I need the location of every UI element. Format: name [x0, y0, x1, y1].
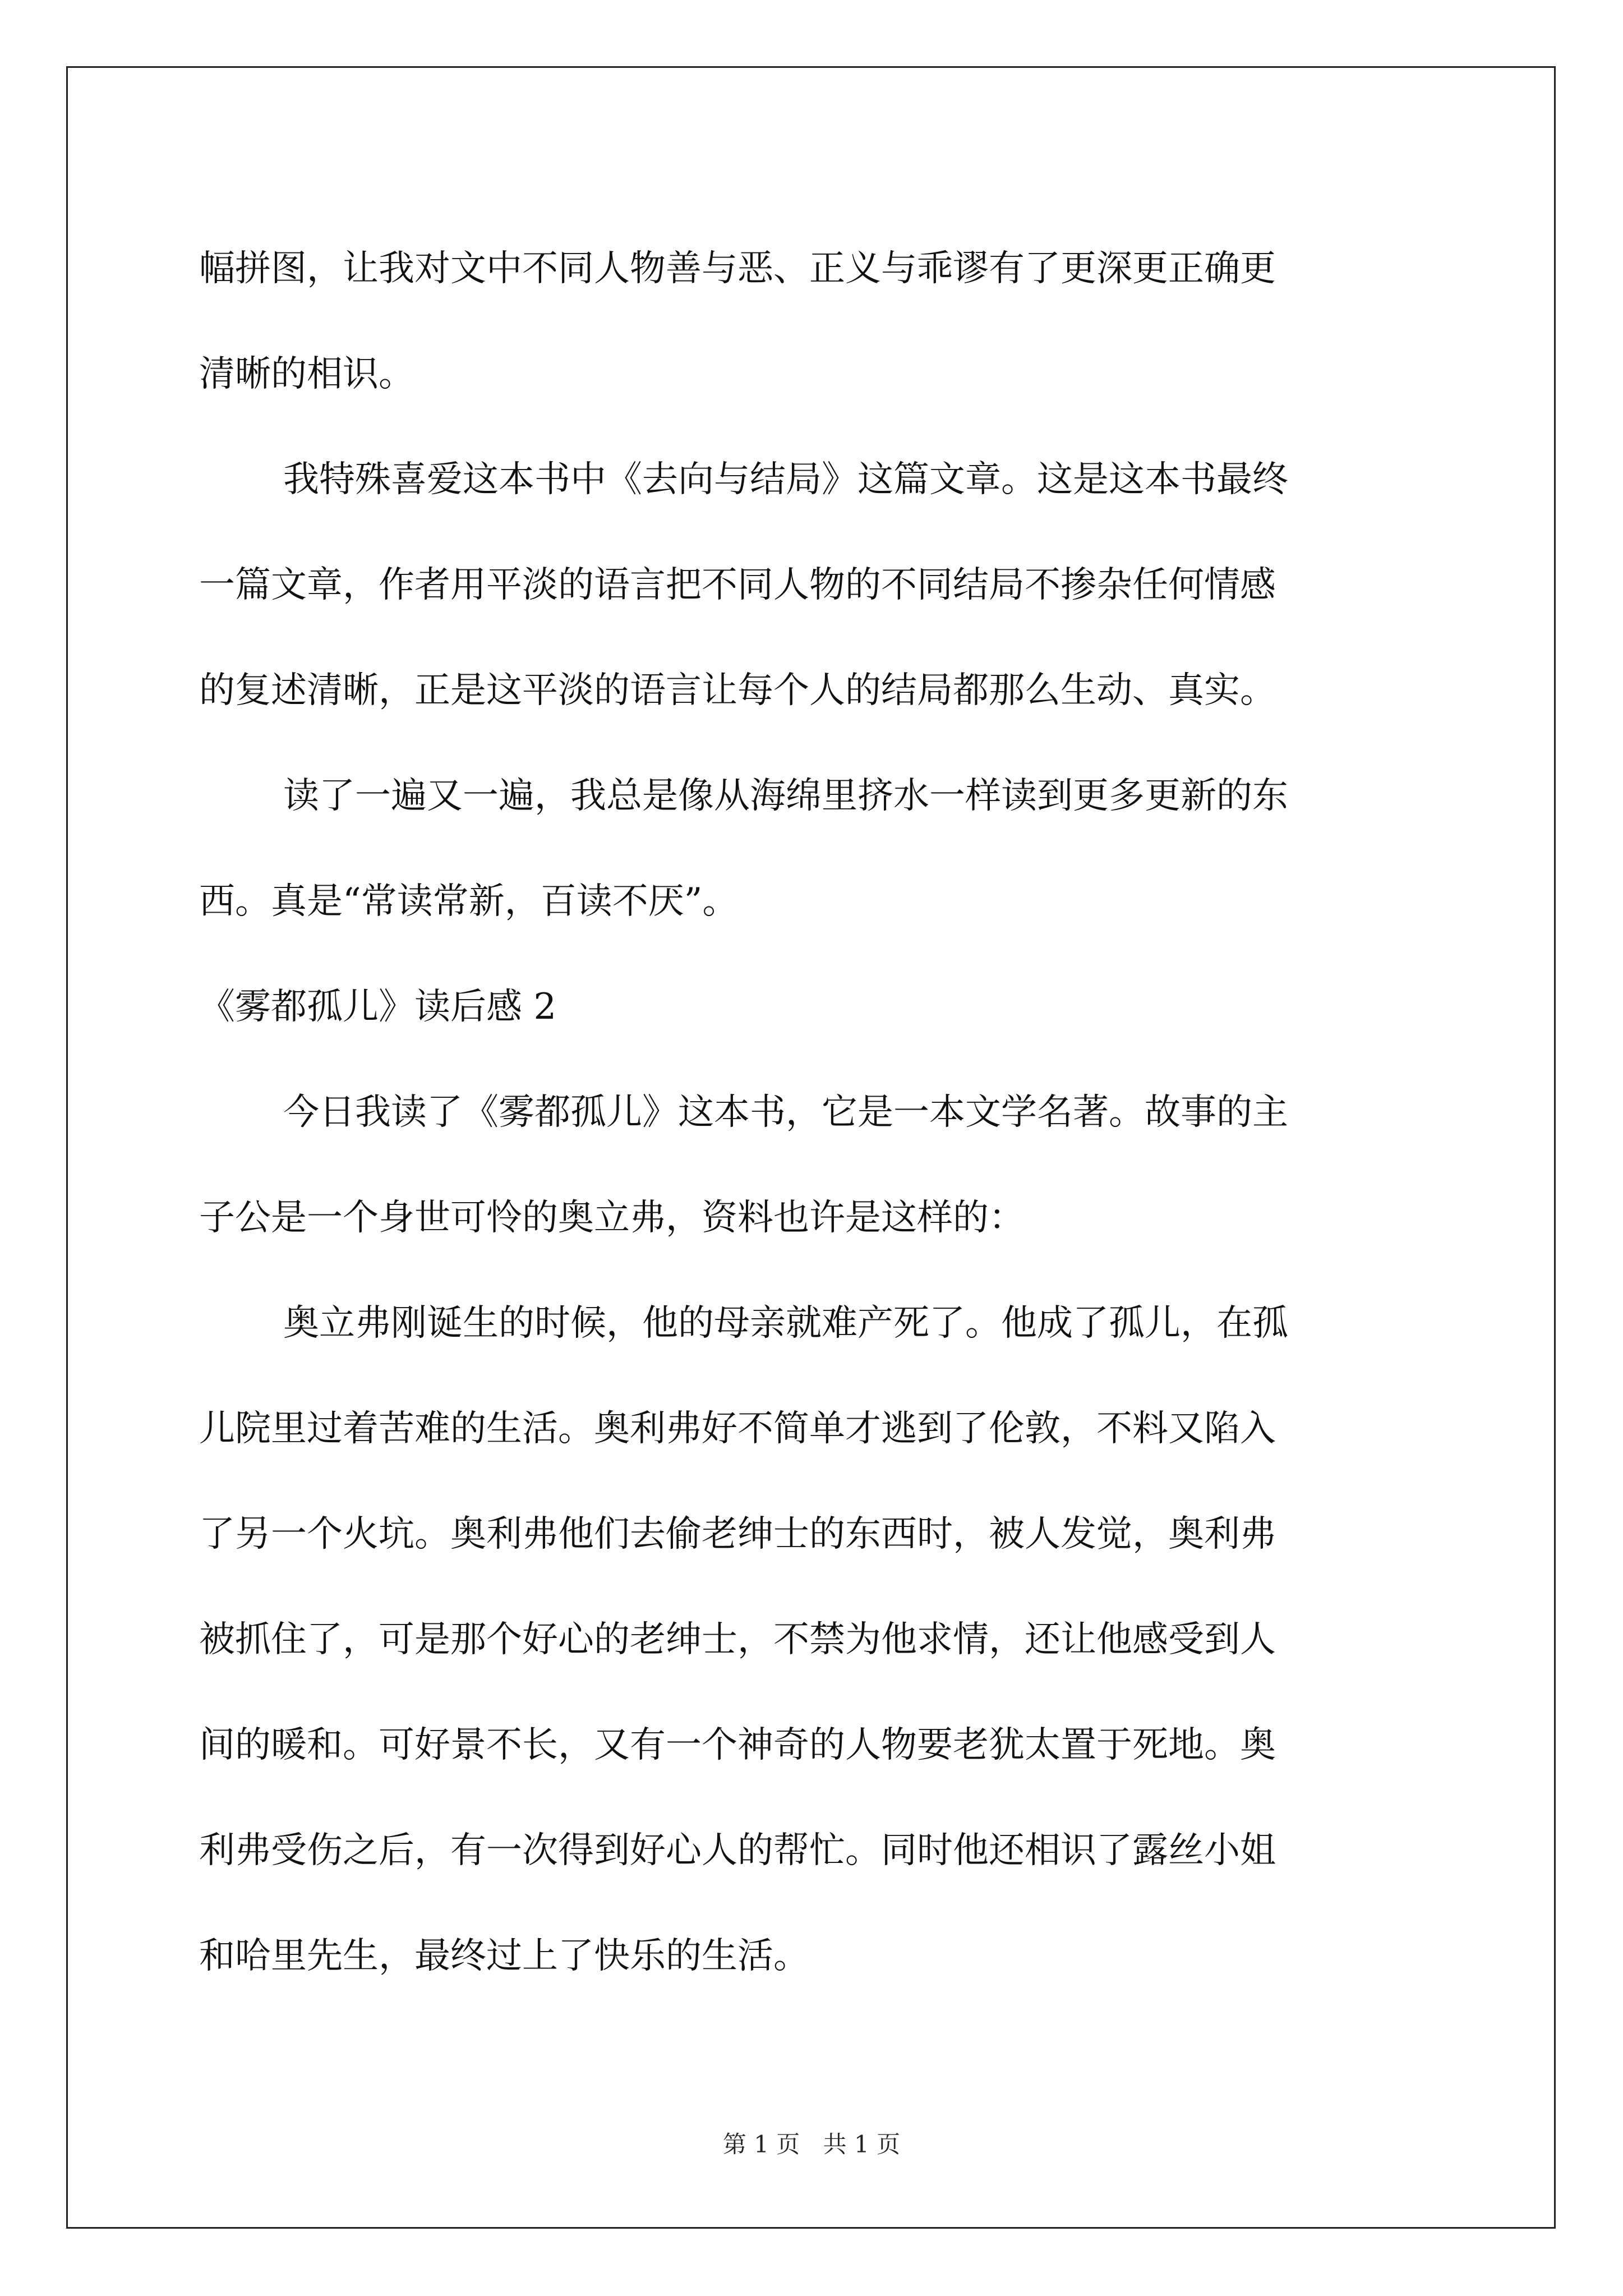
document-body	[199, 216, 1427, 2009]
page-total: 共 1 页	[823, 2131, 901, 2158]
text-line: 和哈里先生，最终过上了快乐的生活。	[199, 1935, 809, 1977]
text-line: 我特殊喜爱这本书中《去向与结局》这篇文章。这是这本书最终	[283, 459, 1288, 500]
paragraph	[199, 216, 1427, 427]
text-line: 幅拼图，让我对文中不同人物善与恶、正义与乖谬有了更深更正确更	[199, 248, 1276, 289]
text-line: 读了一遍又一遍，我总是像从海绵里挤水一样读到更多更新的东	[283, 775, 1288, 817]
text-line: 一篇文章，作者用平淡的语言把不同人物的不同结局不掺杂任何情感	[199, 564, 1276, 606]
paragraph	[199, 1271, 1427, 2009]
text-line: 被抓住了，可是那个好心的老绅士，不禁为他求情，还让他感受到人	[199, 1619, 1276, 1660]
text-line: 的复述清晰，正是这平淡的语言让每个人的结局都那么生动、真实。	[199, 670, 1276, 711]
text-line: 清晰的相识。	[199, 353, 414, 395]
page-footer	[0, 2126, 1623, 2160]
text-line: 儿院里过着苦难的生活。奥利弗好不简单才逃到了伦敦，不料又陷入	[199, 1408, 1276, 1450]
section-heading: 《雾都孤儿》读后感 2	[199, 986, 557, 1028]
text-line: 今日我读了《雾都孤儿》这本书，它是一本文学名著。故事的主	[283, 1092, 1288, 1133]
paragraph	[199, 427, 1427, 743]
paragraph	[199, 1060, 1427, 1271]
text-line: 奥立弗刚诞生的时候，他的母亲就难产死了。他成了孤儿，在孤	[283, 1303, 1288, 1344]
text-line: 间的暖和。可好景不长，又有一个神奇的人物要老犹太置于死地。奥	[199, 1724, 1276, 1766]
text-line: 子公是一个身世可怜的奥立弗，资料也许是这样的：	[199, 1197, 1025, 1239]
paragraph	[199, 743, 1427, 954]
text-line: 西。真是“常读常新，百读不厌”。	[199, 881, 739, 922]
text-line: 了另一个火坑。奥利弗他们去偷老绅士的东西时，被人发觉，奥利弗	[199, 1513, 1276, 1555]
page-number: 第 1 页	[722, 2131, 800, 2158]
text-line: 利弗受伤之后，有一次得到好心人的帮忙。同时他还相识了露丝小姐	[199, 1830, 1276, 1871]
